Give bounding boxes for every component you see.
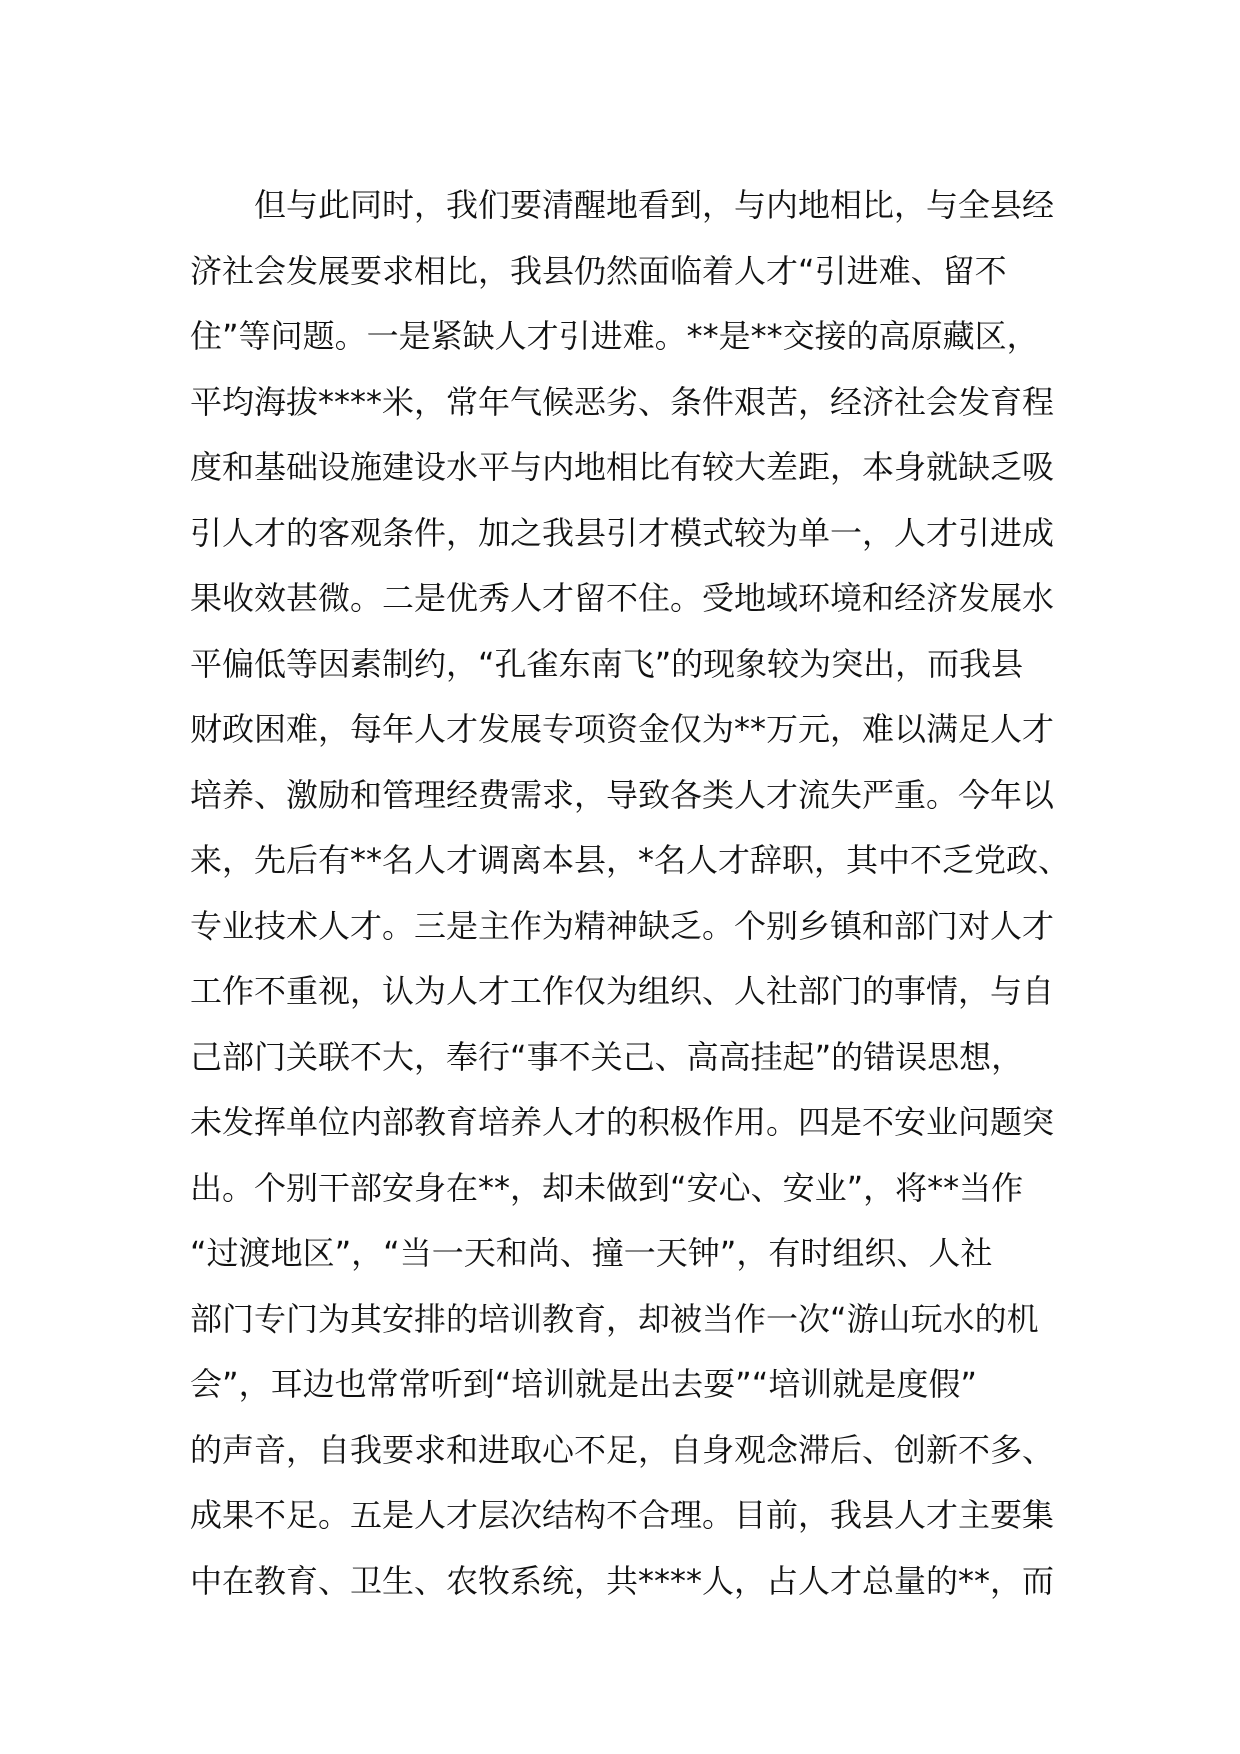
paragraph-line: 成果不足。五是人才层次结构不合理。目前，我县人才主要集	[190, 1496, 1055, 1534]
paragraph-line: “过渡地区”，“当一天和尚、撞一天钟”，有时组织、人社	[190, 1234, 993, 1272]
paragraph-line: 中在教育、卫生、农牧系统，共****人，占人才总量的**，而	[190, 1561, 1055, 1600]
paragraph-line: 己部门关联不大，奉行“事不关己、高高挂起”的错误思想，	[190, 1037, 1024, 1076]
paragraph-line: 果收效甚微。二是优秀人才留不住。受地域环境和经济发展水	[190, 579, 1055, 617]
paragraph-line: 专业技术人才。三是主作为精神缺乏。个别乡镇和部门对人才	[190, 906, 1055, 945]
paragraph-line: 未发挥单位内部教育培养人才的积极作用。四是不安业问题突	[190, 1103, 1055, 1141]
paragraph-line: 来，先后有**名人才调离本县，*名人才辞职，其中不乏党政、	[190, 841, 1071, 879]
body-paragraph	[190, 173, 1071, 1614]
paragraph-line: 培养、激励和管理经费需求，导致各类人才流失严重。今年以	[190, 775, 1055, 814]
paragraph-line: 财政困难，每年人才发展专项资金仅为**万元，难以满足人才	[190, 710, 1055, 748]
paragraph-line: 平偏低等因素制约，“孔雀东南飞”的现象较为突出，而我县	[190, 644, 1024, 683]
paragraph-line: 但与此同时，我们要清醒地看到，与内地相比，与全县经	[190, 186, 1055, 224]
paragraph-line: 平均海拔****米，常年气候恶劣、条件艰苦，经济社会发育程	[190, 382, 1055, 421]
paragraph-line: 济社会发展要求相比，我县仍然面临着人才“引进难、留不	[190, 251, 1007, 290]
paragraph-line: 引人才的客观条件，加之我县引才模式较为单一，人才引进成	[190, 513, 1055, 552]
paragraph-line: 住”等问题。一是紧缺人才引进难。**是**交接的高原藏区，	[190, 317, 1039, 355]
paragraph-line: 的声音，自我要求和进取心不足，自身观念滞后、创新不多、	[190, 1430, 1055, 1469]
paragraph-line: 出。个别干部安身在**，却未做到“安心、安业”，将**当作	[190, 1168, 1024, 1207]
paragraph-line: 部门专门为其安排的培训教育，却被当作一次“游山玩水的机	[190, 1299, 1039, 1338]
paragraph-line: 工作不重视，认为人才工作仅为组织、人社部门的事情，与自	[190, 972, 1055, 1010]
paragraph-line: 度和基础设施建设水平与内地相比有较大差距，本身就缺乏吸	[190, 448, 1055, 486]
paragraph-line: 会”，耳边也常常听到“培训就是出去耍”“培训就是度假”	[190, 1365, 977, 1403]
